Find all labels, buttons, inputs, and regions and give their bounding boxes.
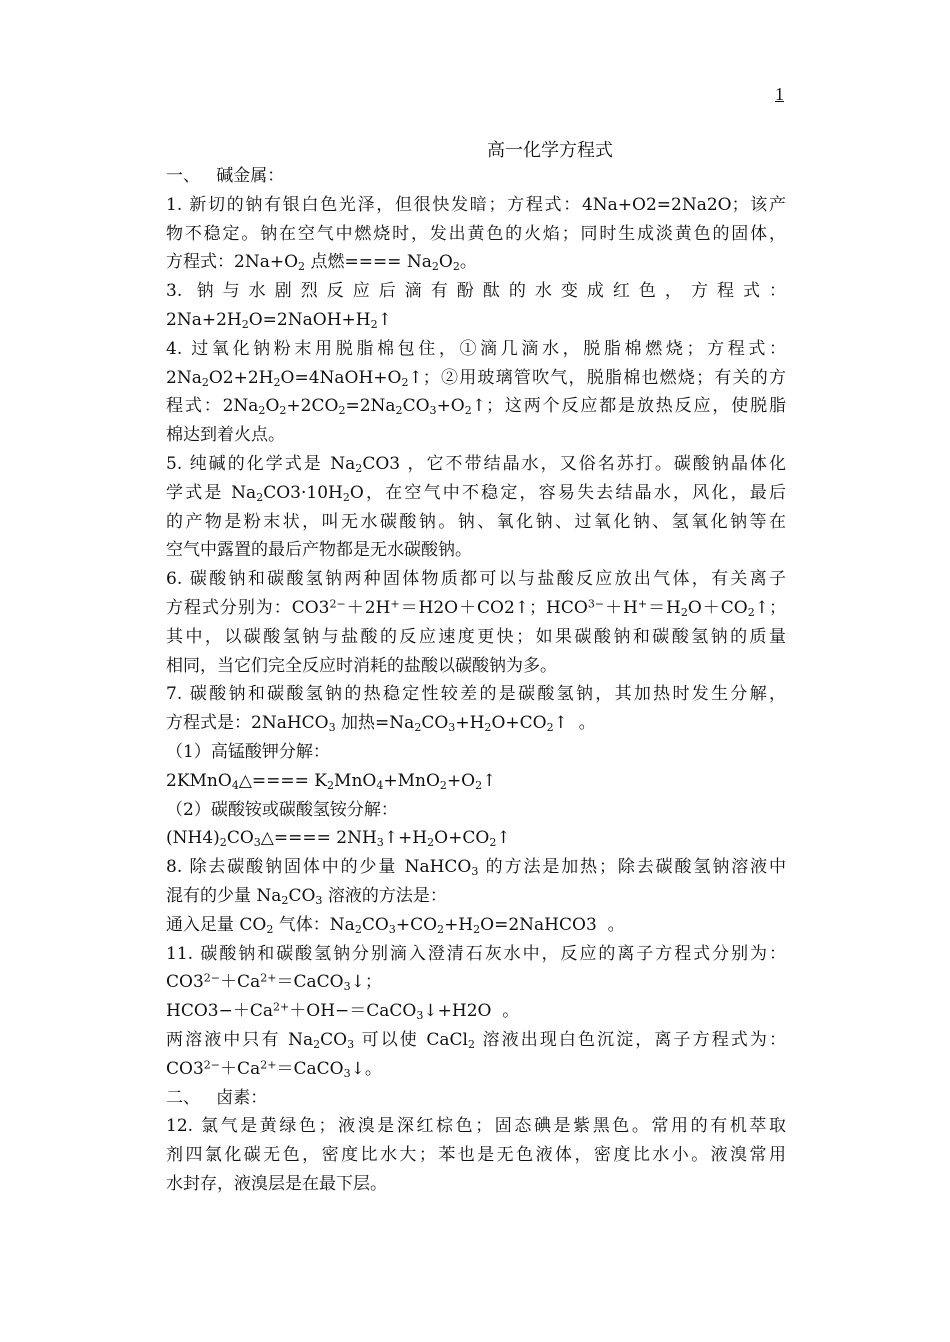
subscript: 2 xyxy=(298,260,306,274)
text-run: 气体：Na xyxy=(273,914,355,935)
subscript: 3 xyxy=(416,1008,424,1022)
subscript: 3 xyxy=(448,720,456,734)
text-line xyxy=(166,162,786,191)
text-run: ＝CaCO xyxy=(276,972,344,993)
text-run: O+CO xyxy=(434,828,490,849)
text-run: CO3·10H xyxy=(263,482,343,503)
text-run: 其中，以碳酸氢钠与盐酸的反应速度更快；如果碳酸钠和碳酸氢钠的质量 xyxy=(166,626,786,647)
text-run: 方程式分别为：CO3 xyxy=(166,597,330,618)
text-run: CO xyxy=(288,885,316,906)
text-run: 一、 碱金属： xyxy=(166,166,285,186)
subscript: 2 xyxy=(464,404,472,418)
text-run: ＋OH−＝CaCO xyxy=(289,1001,417,1022)
text-line xyxy=(166,824,786,853)
text-line xyxy=(166,940,786,969)
text-run: ＝CaCO xyxy=(276,1058,344,1079)
subscript: 2 xyxy=(281,893,289,907)
subscript: 2 xyxy=(354,922,362,936)
subscript: 3 xyxy=(343,1066,351,1080)
subscript: 4 xyxy=(376,778,384,792)
subscript: 2 xyxy=(427,836,435,850)
subscript: 2 xyxy=(201,375,209,389)
text-line xyxy=(166,364,786,393)
subscript: 2 xyxy=(258,404,266,418)
text-run: CO3 xyxy=(166,972,204,993)
subscript: 3 xyxy=(343,980,351,994)
text-run: +O xyxy=(436,396,465,417)
text-run: 水封存，液溴层是在最下层。 xyxy=(166,1173,387,1194)
subscript: 2 xyxy=(473,922,481,936)
text-line xyxy=(166,853,786,882)
text-line xyxy=(166,1170,786,1199)
text-run: 2Na+2H xyxy=(166,309,242,330)
text-line xyxy=(166,1026,786,1055)
subscript: 2 xyxy=(241,317,249,331)
text-run: MnO xyxy=(334,770,377,791)
subscript: 2 xyxy=(219,836,227,850)
text-run: 6. 碳酸钠和碳酸氢钠两种固体物质都可以与盐酸反应放出气体，有关离子 xyxy=(166,569,786,590)
subscript: 2 xyxy=(395,404,403,418)
subscript: 2 xyxy=(747,605,755,619)
text-run: O xyxy=(438,252,453,273)
superscript: 2− xyxy=(203,971,221,985)
text-run: CO3 xyxy=(166,1058,204,1079)
text-run: CO xyxy=(421,713,449,734)
subscript: 2 xyxy=(279,404,287,418)
text-line xyxy=(166,1084,786,1113)
subscript: 3 xyxy=(328,720,336,734)
text-run: 程式：2Na xyxy=(166,396,259,417)
subscript: 3 xyxy=(471,864,479,878)
text-run: △==== 2NH xyxy=(260,828,377,849)
text-run: 相同，当它们完全反应时消耗的盐酸以碳酸钠为多。 xyxy=(166,655,557,676)
superscript: 2+ xyxy=(260,1058,277,1072)
text-run: ↑； xyxy=(754,597,786,618)
text-run: ↑+H xyxy=(383,828,428,849)
text-run: ↑；②用玻璃管吹气，脱脂棉也燃烧；有关的方 xyxy=(408,367,786,388)
text-run: （2）碳酸铵或碳酸氢铵分解： xyxy=(166,799,398,820)
text-line xyxy=(166,1055,786,1084)
text-line xyxy=(166,1141,786,1170)
subscript: 2 xyxy=(468,1037,476,1051)
superscript: 2− xyxy=(203,1058,221,1072)
text-run: 空气中露置的最后产物都是无水碳酸钠。 xyxy=(166,540,472,561)
text-run: 2Na xyxy=(166,367,202,388)
text-line xyxy=(166,220,786,249)
subscript: 3 xyxy=(347,1037,355,1051)
text-line xyxy=(166,248,786,277)
text-run: ＋Ca xyxy=(220,972,261,993)
text-line xyxy=(166,536,786,565)
superscript: 3− xyxy=(587,597,605,611)
subscript: 2 xyxy=(484,720,492,734)
text-run: 可以使 CaCl xyxy=(354,1029,468,1050)
text-run: 二、 卤素： xyxy=(166,1087,268,1108)
subscript: 2 xyxy=(489,836,497,850)
text-run: 8. 除去碳酸钠固体中的少量 NaHCO xyxy=(166,857,472,878)
subscript: 2 xyxy=(475,778,483,792)
subscript: 2 xyxy=(370,317,378,331)
text-run: 4. 过氧化钠粉末用脱脂棉包住，①滴几滴水，脱脂棉燃烧；方程式： xyxy=(166,338,786,359)
text-line xyxy=(166,479,786,508)
subscript: 2 xyxy=(355,461,363,475)
subscript: 2 xyxy=(313,1037,321,1051)
subscript: 4 xyxy=(231,778,239,792)
text-line xyxy=(166,652,786,681)
text-run: O，在空气中不稳定，容易失去结晶水，风化，最后 xyxy=(349,482,787,503)
text-line xyxy=(166,508,786,537)
text-run: ＝H xyxy=(647,597,681,618)
text-run: 学式是 Na xyxy=(166,482,257,503)
text-run: 2KMnO xyxy=(166,770,232,791)
text-run: O2+2H xyxy=(208,367,274,388)
text-run: CO xyxy=(402,396,430,417)
text-run: CO xyxy=(320,1029,348,1050)
subscript: 2 xyxy=(437,922,445,936)
text-run: ＝H2O＋CO2↑；HCO xyxy=(399,597,588,618)
subscript: 3 xyxy=(376,836,384,850)
text-run: 棉达到着火点。 xyxy=(166,425,285,446)
document-body xyxy=(166,162,786,1199)
text-line xyxy=(166,796,786,825)
text-run: CO3 ，它不带结晶水，又俗名苏打。碳酸钠晶体化 xyxy=(362,453,786,474)
text-run: O=4NaOH+O xyxy=(280,367,402,388)
subscript: 2 xyxy=(342,490,350,504)
text-line xyxy=(166,1112,786,1141)
text-run: 溶液的方法是： xyxy=(322,885,447,906)
text-run: 12. 氯气是黄绿色；液溴是深红棕色；固态碘是紫黑色。常用的有机萃取 xyxy=(166,1116,786,1137)
text-line xyxy=(166,709,786,738)
subscript: 2 xyxy=(414,720,422,734)
text-line xyxy=(166,277,786,306)
text-run: ＋H xyxy=(604,597,638,618)
text-run: O＋CO xyxy=(687,597,748,618)
text-line xyxy=(166,191,786,220)
superscript: + xyxy=(637,597,648,611)
text-run: （1）高锰酸钾分解： xyxy=(166,741,330,762)
text-run: O+CO xyxy=(491,713,547,734)
subscript: 3 xyxy=(429,404,437,418)
text-run: 方程式：2Na+O xyxy=(166,252,299,273)
text-run: +2CO xyxy=(286,396,339,417)
text-run: ↑ 。 xyxy=(553,713,596,734)
text-line xyxy=(166,594,786,623)
text-run: O=2NaHCO3 。 xyxy=(480,914,625,935)
text-run: +H xyxy=(455,713,485,734)
subscript: 2 xyxy=(338,404,346,418)
text-run: ↓； xyxy=(350,972,382,993)
text-line xyxy=(166,421,786,450)
text-line xyxy=(166,565,786,594)
subscript: 2 xyxy=(401,375,409,389)
text-run: 剂四氯化碳无色，密度比水大；苯也是无色液体，密度比水小。液溴常用 xyxy=(166,1145,786,1166)
page-number: 1 xyxy=(775,84,784,104)
text-run: ↑；这两个反应都是放热反应，使脱脂 xyxy=(471,396,786,417)
text-run: =2Na xyxy=(345,396,396,417)
text-run: 两溶液中只有 Na xyxy=(166,1029,314,1050)
text-run: 3. 钠与水剧烈反应后滴有酚酞的水变成红色，方程式： xyxy=(166,281,786,302)
text-run: ↑ xyxy=(496,828,511,849)
subscript: 2 xyxy=(452,260,460,274)
subscript: 2 xyxy=(256,490,264,504)
subscript: 2 xyxy=(327,778,335,792)
subscript: 2 xyxy=(439,778,447,792)
text-line xyxy=(166,882,786,911)
text-line xyxy=(166,392,786,421)
text-line xyxy=(166,623,786,652)
text-run: CO xyxy=(226,828,254,849)
text-run: 点燃==== Na xyxy=(305,252,432,273)
text-run: ↑ xyxy=(377,309,392,330)
subscript: 2 xyxy=(680,605,688,619)
text-run: 11. 碳酸钠和碳酸氢钠分别滴入澄清石灰水中，反应的离子方程式分别为： xyxy=(166,943,786,964)
text-line xyxy=(166,911,786,940)
subscript: 3 xyxy=(388,922,396,936)
text-run: 。 xyxy=(459,252,477,273)
text-run: +CO xyxy=(395,914,438,935)
superscript: 2+ xyxy=(260,971,277,985)
text-line xyxy=(166,450,786,479)
text-run: HCO3−＋Ca xyxy=(166,1001,273,1022)
subscript: 3 xyxy=(315,893,323,907)
text-run: O=2NaOH+H xyxy=(248,309,371,330)
subscript: 2 xyxy=(266,922,274,936)
text-line xyxy=(166,767,786,796)
text-line xyxy=(166,335,786,364)
text-run: ↓+H2O 。 xyxy=(423,1001,520,1022)
text-line xyxy=(166,738,786,767)
text-run: ＋Ca xyxy=(220,1058,261,1079)
text-run: O xyxy=(265,396,280,417)
text-run: 混有的少量 Na xyxy=(166,885,282,906)
subscript: 2 xyxy=(273,375,281,389)
text-run: 7. 碳酸钠和碳酸氢钠的热稳定性较差的是碳酸氢钠，其加热时发生分解， xyxy=(166,684,786,705)
text-run: 加热=Na xyxy=(335,713,415,734)
text-line xyxy=(166,680,786,709)
text-run: 溶液出现白色沉淀，离子方程式为： xyxy=(475,1029,786,1050)
text-run: 物不稳定。钠在空气中燃烧时，发出黄色的火焰；同时生成淡黄色的固体， xyxy=(166,223,786,244)
text-run: CO xyxy=(361,914,389,935)
text-run: ↓。 xyxy=(350,1058,382,1079)
subscript: 2 xyxy=(546,720,554,734)
text-run: +MnO xyxy=(383,770,440,791)
text-run: (NH4) xyxy=(166,828,220,849)
text-run: 通入足量 CO xyxy=(166,914,267,935)
text-run: ↑ xyxy=(482,770,497,791)
text-run: 5. 纯碱的化学式是 Na xyxy=(166,453,356,474)
text-run: 1. 新切的钠有银白色光泽，但很快发暗；方程式：4Na+O2=2Na2O；该产 xyxy=(166,194,786,215)
superscript: + xyxy=(390,597,400,611)
text-run: +O xyxy=(446,770,476,791)
text-run: △==== K xyxy=(238,770,327,791)
superscript: 2− xyxy=(329,597,346,611)
text-line xyxy=(166,997,786,1026)
text-line xyxy=(166,306,786,335)
text-run: 方程式是：2NaHCO xyxy=(166,713,329,734)
superscript: 2+ xyxy=(272,1000,290,1014)
text-run: 的产物是粉末状，叫无水碳酸钠。钠、氧化钠、过氧化钠、氢氧化钠等在 xyxy=(166,511,786,532)
text-line xyxy=(166,968,786,997)
text-run: +H xyxy=(444,914,474,935)
text-run: 的方法是加热；除去碳酸氢钠溶液中 xyxy=(478,857,787,878)
text-run: ＋2H xyxy=(345,597,391,618)
subscript: 2 xyxy=(431,260,439,274)
subscript: 3 xyxy=(253,836,261,850)
page-title: 高一化学方程式 xyxy=(487,140,613,161)
